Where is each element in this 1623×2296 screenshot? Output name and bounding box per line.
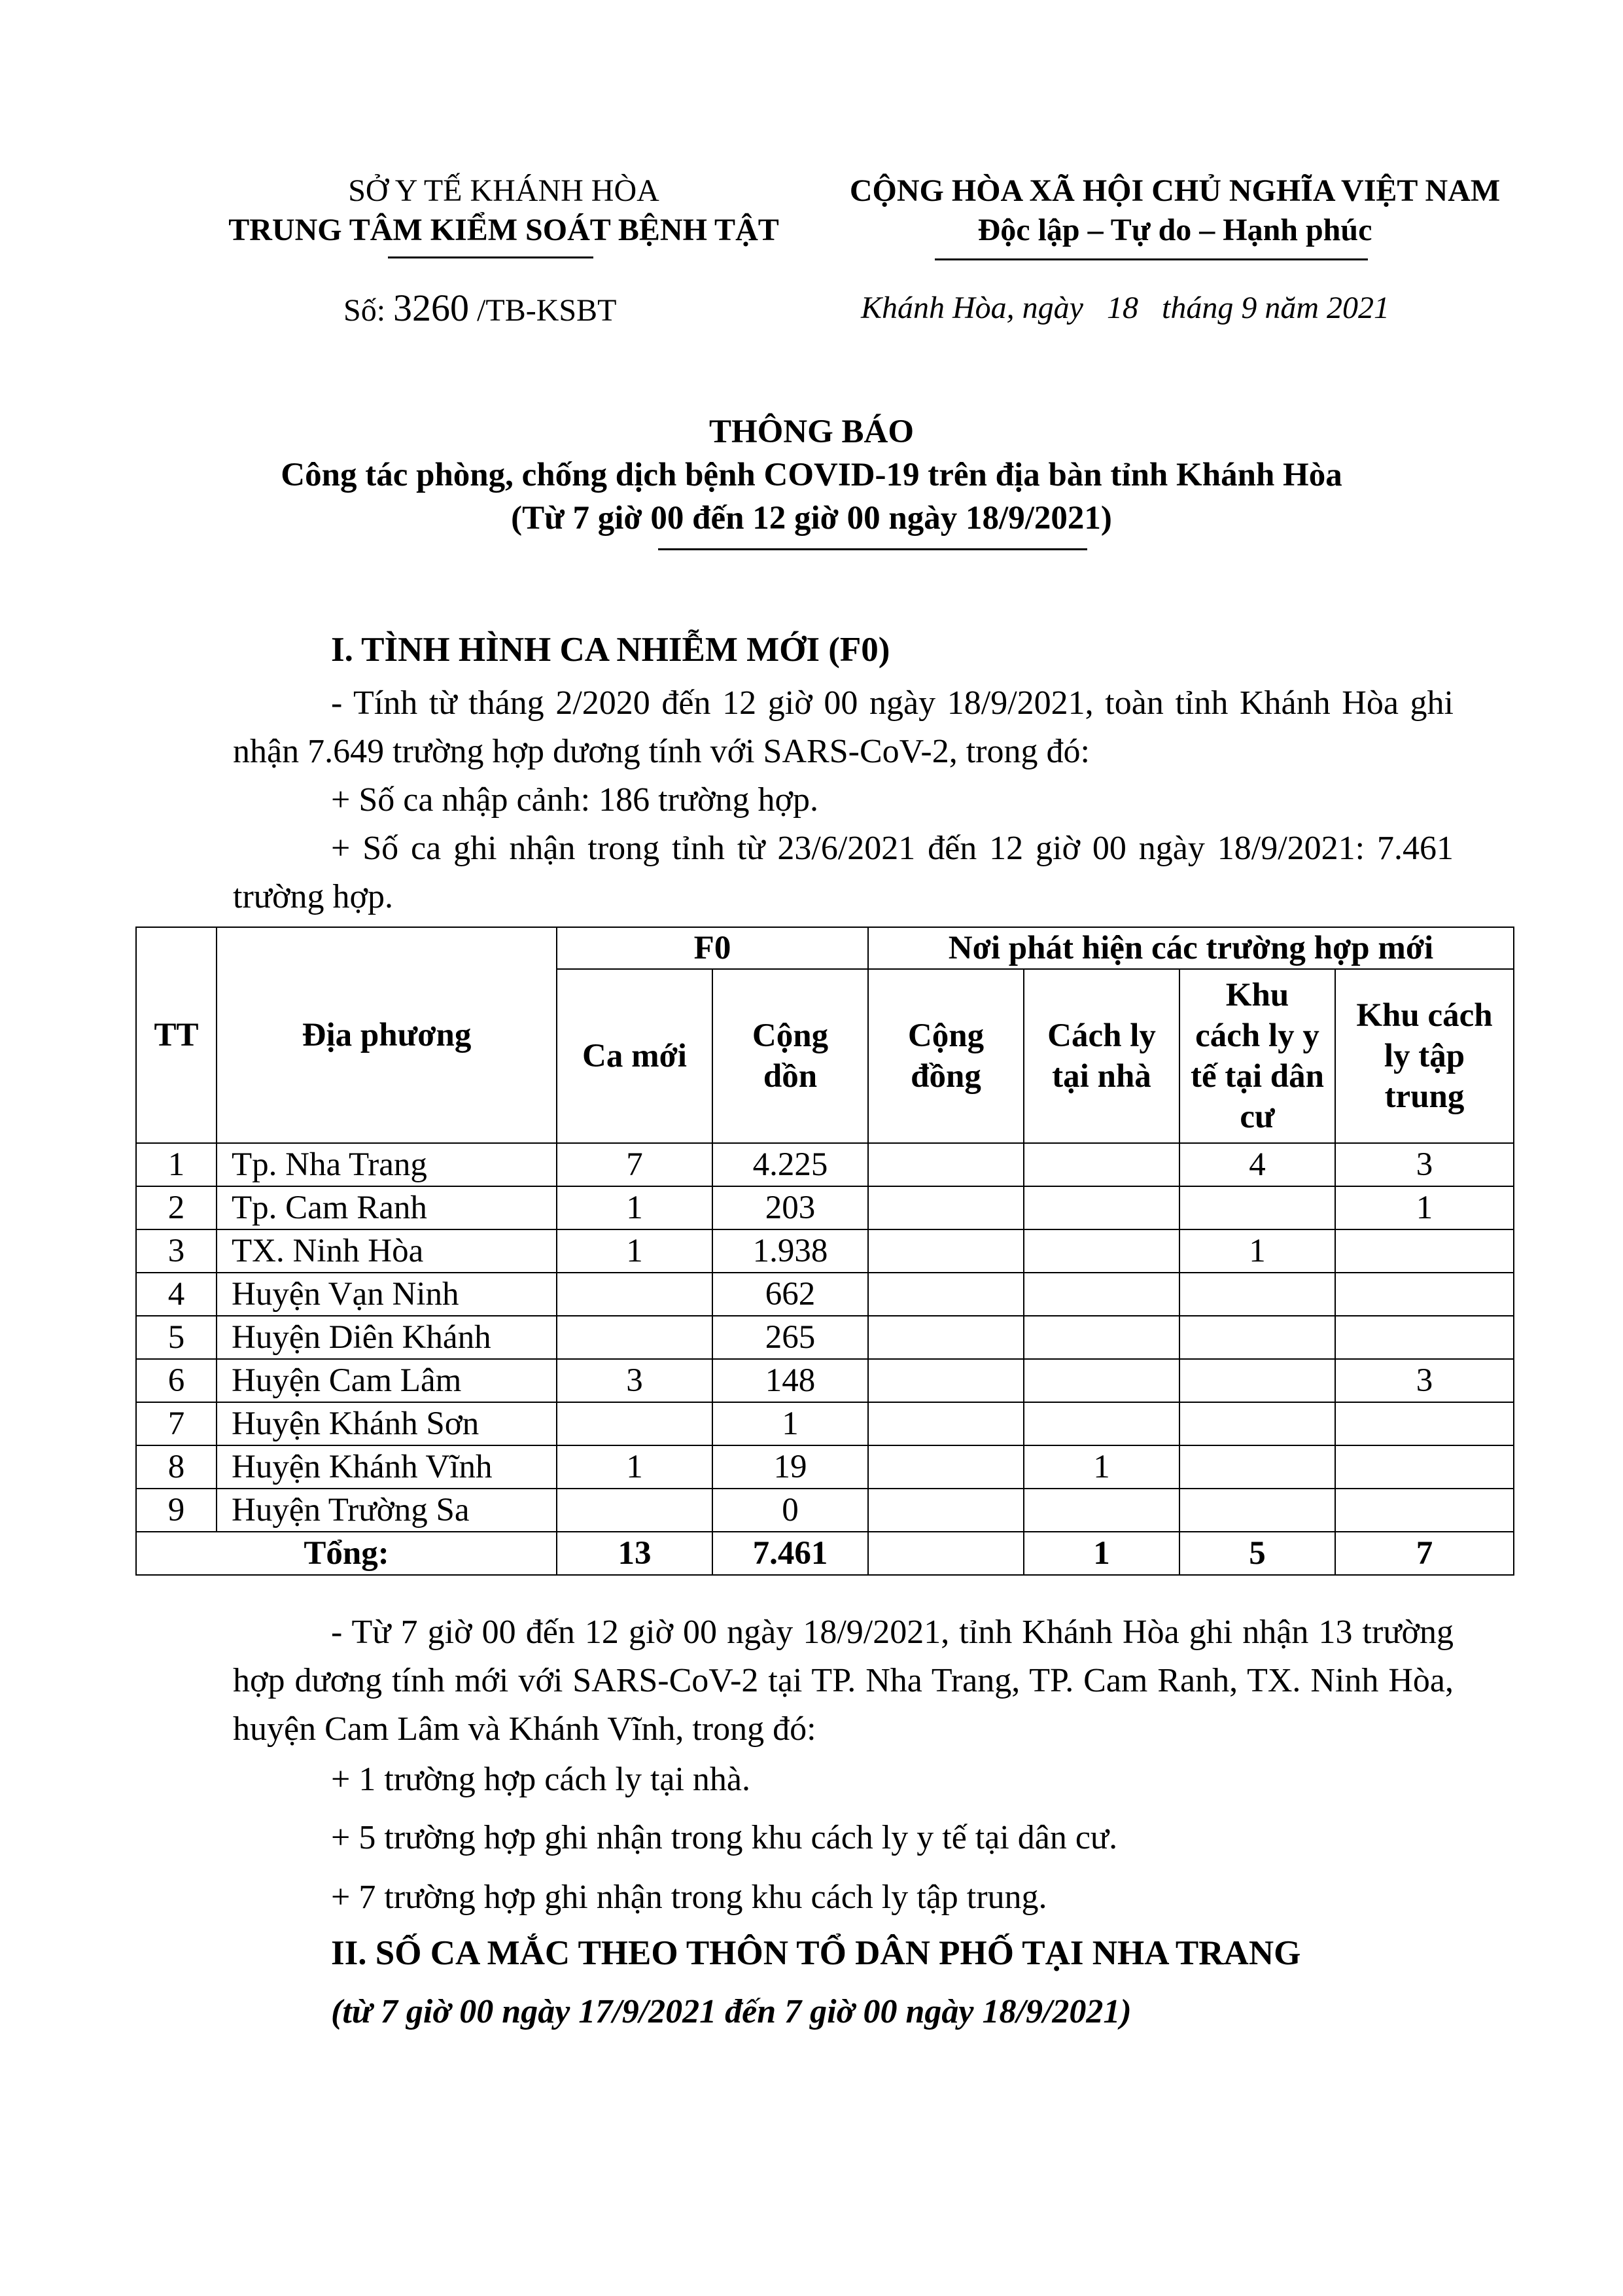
row-cumulative: 148 [712, 1359, 868, 1402]
table-total-row [136, 1532, 1514, 1575]
row-locality: TX. Ninh Hòa [217, 1229, 557, 1273]
total-central: 7 [1335, 1532, 1514, 1575]
total-label: Tổng: [136, 1532, 557, 1575]
bullet-imported-cases: + Số ca nhập cảnh: 186 trường hợp. [331, 781, 819, 819]
row-central [1335, 1316, 1514, 1359]
row-community [868, 1143, 1024, 1186]
row-new-cases [557, 1489, 712, 1532]
row-residential [1179, 1273, 1335, 1316]
section-1-paragraph: - Tính từ tháng 2/2020 đến 12 giờ 00 ngày 18/9/2021, toàn tỉnh Khánh Hòa ghi nhận 7.649 trường hợp dương tính với SARS-CoV-2, trong đó: [233, 684, 1454, 770]
agency-parent: SỞ Y TẾ KHÁNH HÒA [348, 173, 659, 208]
table-row [136, 1402, 1514, 1445]
table-row [136, 1359, 1514, 1402]
total-home: 1 [1024, 1532, 1179, 1575]
cases-table [135, 927, 1514, 1576]
table-row [136, 1316, 1514, 1359]
total-residential: 5 [1179, 1532, 1335, 1575]
row-new-cases [557, 1316, 712, 1359]
row-community [868, 1316, 1024, 1359]
number-prefix: Số: [343, 293, 386, 328]
row-new-cases: 1 [557, 1186, 712, 1229]
section-2-subheading: (từ 7 giờ 00 ngày 17/9/2021 đến 7 giờ 00 ngày 18/9/2021) [331, 1993, 1132, 2030]
row-central [1335, 1402, 1514, 1445]
row-cumulative: 203 [712, 1186, 868, 1229]
row-residential [1179, 1186, 1335, 1229]
row-cumulative: 19 [712, 1445, 868, 1489]
document-period: (Từ 7 giờ 00 đến 12 giờ 00 ngày 18/9/2021) [511, 500, 1112, 537]
row-tt: 1 [136, 1143, 217, 1186]
row-tt: 9 [136, 1489, 217, 1532]
row-cumulative: 1.938 [712, 1229, 868, 1273]
total-new: 13 [557, 1532, 712, 1575]
row-locality: Huyện Khánh Sơn [217, 1402, 557, 1445]
col-locality: Địa phương [217, 927, 557, 1143]
agency-name: TRUNG TÂM KIỂM SOÁT BỆNH TẬT [228, 213, 779, 247]
row-locality: Huyện Cam Lâm [217, 1359, 557, 1402]
title-underline [658, 548, 1087, 550]
row-central: 3 [1335, 1143, 1514, 1186]
row-community [868, 1273, 1024, 1316]
row-new-cases: 7 [557, 1143, 712, 1186]
row-tt: 5 [136, 1316, 217, 1359]
table-row [136, 1143, 1514, 1186]
table-row [136, 1186, 1514, 1229]
table-row [136, 1489, 1514, 1532]
bullet-home-quarantine: + 1 trường hợp cách ly tại nhà. [331, 1761, 751, 1798]
row-home [1024, 1402, 1179, 1445]
table-row [136, 1273, 1514, 1316]
row-new-cases: 1 [557, 1229, 712, 1273]
row-tt: 4 [136, 1273, 217, 1316]
row-cumulative: 4.225 [712, 1143, 868, 1186]
country-motto: Độc lập – Tự do – Hạnh phúc [977, 213, 1372, 247]
row-central [1335, 1445, 1514, 1489]
bullet-central-quarantine: + 7 trường hợp ghi nhận trong khu cách ly tập trung. [331, 1879, 1047, 1916]
row-tt: 8 [136, 1445, 217, 1489]
document-subtitle: Công tác phòng, chống dịch bệnh COVID-19 trên địa bàn tỉnh Khánh Hòa [281, 457, 1342, 493]
row-community [868, 1186, 1024, 1229]
section-2-heading: II. SỐ CA MẮC THEO THÔN TỔ DÂN PHỐ TẠI NHA TRANG [331, 1934, 1301, 1972]
row-community [868, 1445, 1024, 1489]
row-tt: 7 [136, 1402, 217, 1445]
row-tt: 3 [136, 1229, 217, 1273]
row-cumulative: 0 [712, 1489, 868, 1532]
row-central: 1 [1335, 1186, 1514, 1229]
section-1-heading: I. TÌNH HÌNH CA NHIỄM MỚI (F0) [331, 631, 890, 669]
row-central [1335, 1229, 1514, 1273]
col-home-quarantine: Cách ly tại nhà [1024, 969, 1179, 1143]
col-community: Cộng đồng [868, 969, 1024, 1143]
row-home [1024, 1273, 1179, 1316]
row-residential: 4 [1179, 1143, 1335, 1186]
number-value: 3260 [393, 287, 470, 329]
document-number [343, 289, 616, 330]
row-central [1335, 1489, 1514, 1532]
col-residential-quarantine: Khu cách ly y tế tại dân cư [1179, 969, 1335, 1143]
row-locality: Huyện Trường Sa [217, 1489, 557, 1532]
row-residential [1179, 1316, 1335, 1359]
row-residential [1179, 1359, 1335, 1402]
row-community [868, 1359, 1024, 1402]
row-locality: Tp. Nha Trang [217, 1143, 557, 1186]
row-community [868, 1489, 1024, 1532]
document-date: Khánh Hòa, ngày 18 tháng 9 năm 2021 [861, 291, 1389, 325]
document-title: THÔNG BÁO [708, 414, 915, 450]
col-new-cases: Ca mới [557, 969, 712, 1143]
table-row [136, 1229, 1514, 1273]
col-group-f0: F0 [557, 927, 868, 969]
row-new-cases [557, 1402, 712, 1445]
row-new-cases: 3 [557, 1359, 712, 1402]
total-community [868, 1532, 1024, 1575]
motto-underline [935, 258, 1368, 260]
row-tt: 2 [136, 1186, 217, 1229]
row-tt: 6 [136, 1359, 217, 1402]
row-residential [1179, 1445, 1335, 1489]
number-suffix: /TB-KSBT [477, 293, 617, 328]
row-new-cases [557, 1273, 712, 1316]
row-home [1024, 1359, 1179, 1402]
bullet-residential-quarantine: + 5 trường hợp ghi nhận trong khu cách ly y tế tại dân cư. [331, 1819, 1118, 1856]
row-residential [1179, 1402, 1335, 1445]
row-residential [1179, 1489, 1335, 1532]
col-tt: TT [136, 927, 217, 1143]
row-home: 1 [1024, 1445, 1179, 1489]
new-cases-paragraph: - Từ 7 giờ 00 đến 12 giờ 00 ngày 18/9/2021, tỉnh Khánh Hòa ghi nhận 13 trường hợp dương tính mới với SARS-CoV-2 tại TP. Nha Trang, TP. Cam Ranh, TX. Ninh Hòa, huyện Cam Lâm và Khánh Vĩnh, trong đó: [233, 1614, 1454, 1748]
col-cumulative: Cộng dồn [712, 969, 868, 1143]
row-locality: Huyện Khánh Vĩnh [217, 1445, 557, 1489]
table-row [136, 1445, 1514, 1489]
row-new-cases: 1 [557, 1445, 712, 1489]
country-name: CỘNG HÒA XÃ HỘI CHỦ NGHĨA VIỆT NAM [849, 173, 1501, 208]
row-central [1335, 1273, 1514, 1316]
row-home [1024, 1316, 1179, 1359]
row-cumulative: 662 [712, 1273, 868, 1316]
col-group-places: Nơi phát hiện các trường hợp mới [868, 927, 1514, 969]
row-cumulative: 1 [712, 1402, 868, 1445]
table-body [136, 1143, 1514, 1532]
total-cumulative: 7.461 [712, 1532, 868, 1575]
row-locality: Tp. Cam Ranh [217, 1186, 557, 1229]
row-home [1024, 1489, 1179, 1532]
row-central: 3 [1335, 1359, 1514, 1402]
row-community [868, 1229, 1024, 1273]
agency-underline [388, 256, 593, 258]
row-residential: 1 [1179, 1229, 1335, 1273]
row-locality: Huyện Diên Khánh [217, 1316, 557, 1359]
col-central-quarantine: Khu cách ly tập trung [1335, 969, 1514, 1143]
row-community [868, 1402, 1024, 1445]
row-home [1024, 1143, 1179, 1186]
row-locality: Huyện Vạn Ninh [217, 1273, 557, 1316]
row-cumulative: 265 [712, 1316, 868, 1359]
row-home [1024, 1229, 1179, 1273]
bullet-local-cases: + Số ca ghi nhận trong tỉnh từ 23/6/2021 đến 12 giờ 00 ngày 18/9/2021: 7.461 trường hợp. [233, 830, 1454, 915]
row-home [1024, 1186, 1179, 1229]
